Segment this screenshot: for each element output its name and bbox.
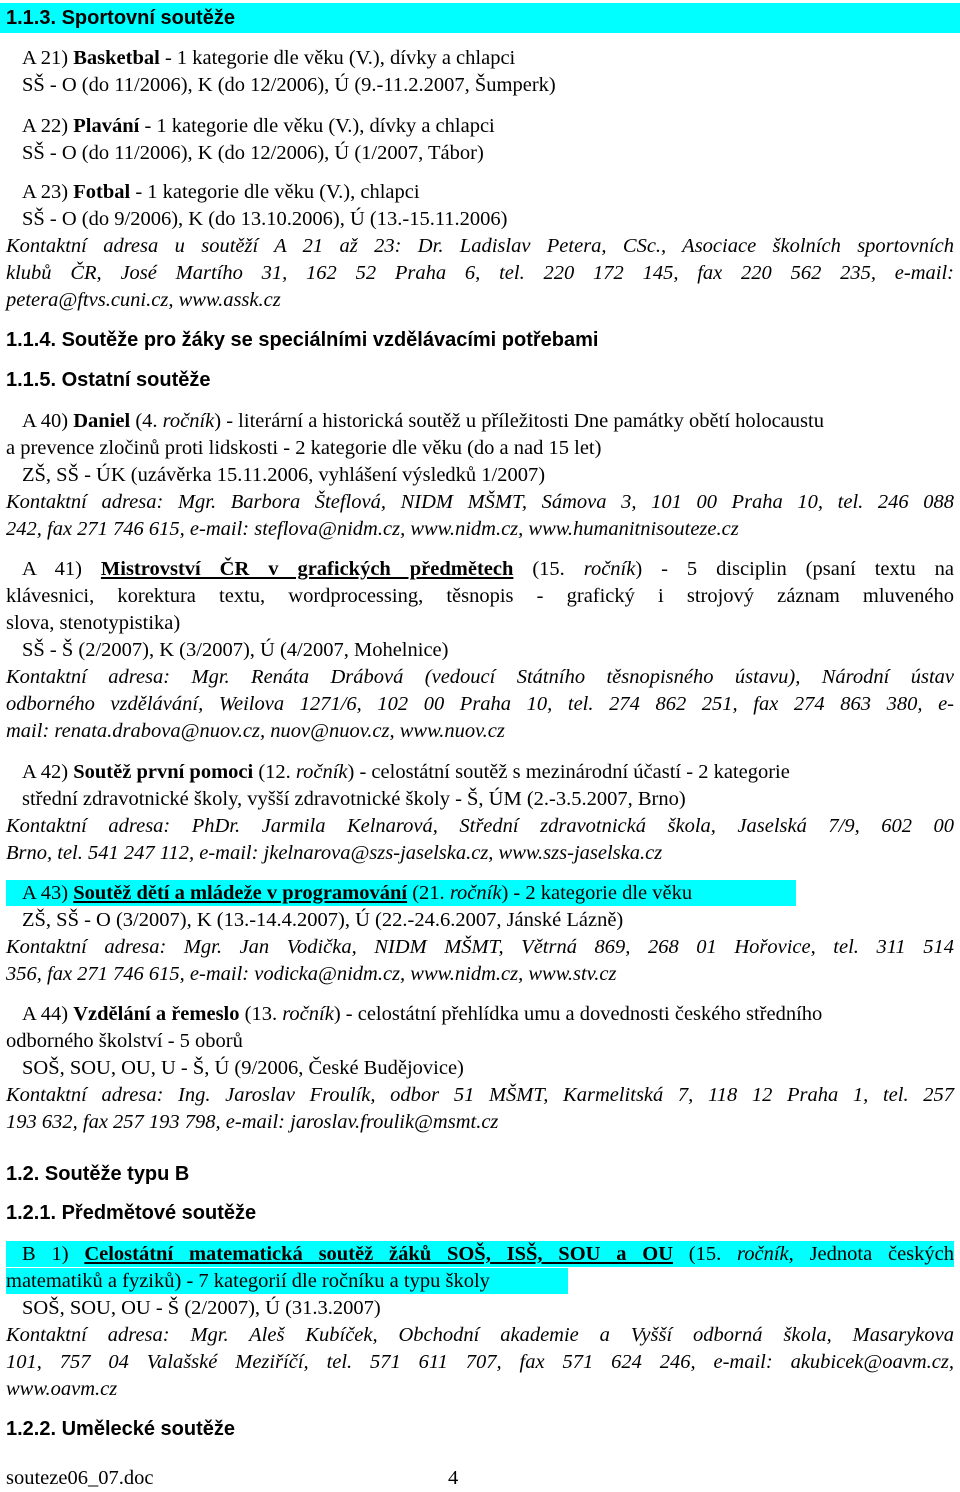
entry-b1-contact-2: 101, 757 04 Valašské Meziříčí, tel. 571 611 707, fax 571 624 246, e-mail: akubicek@oavm.cz, <box>6 1351 954 1373</box>
entry-a23-contact-2: klubů ČR, José Martího 31, 162 52 Praha 6, tel. 220 172 145, fax 220 562 235, e-mail: <box>6 262 954 284</box>
entry-a41-contact-2: odborného vzdělávání, Weilova 1271/6, 102 00 Praha 10, tel. 274 862 251, fax 274 863 380, e- <box>6 693 954 715</box>
entry-a41-contact-1: Kontaktní adresa: Mgr. Renáta Drábová (vedoucí Státního těsnopisného ústavu), Národní ústav <box>6 666 954 688</box>
section-heading-1-2-2: 1.2.2. Umělecké soutěže <box>6 1418 236 1440</box>
entry-a43-title: A 43) Soutěž dětí a mládeže v programování (21. ročník) - 2 kategorie dle věku <box>22 882 693 904</box>
entry-a44-contact-2: 193 632, fax 257 193 798, e-mail: jaroslav.froulik@msmt.cz <box>6 1111 499 1133</box>
entry-a41-line-3: slova, stenotypistika) <box>6 612 181 634</box>
entry-a41-details: SŠ - Š (2/2007), K (3/2007), Ú (4/2007, Mohelnice) <box>22 639 449 661</box>
section-heading-1-2-1: 1.2.1. Předmětové soutěže <box>6 1202 257 1224</box>
entry-a23-details: SŠ - O (do 9/2006), K (do 13.10.2006), Ú (13.-15.11.2006) <box>22 208 508 230</box>
entry-a43-contact-2: 356, fax 271 746 615, e-mail: vodicka@nidm.cz, www.nidm.cz, www.stv.cz <box>6 963 617 985</box>
section-heading-1-1-4: 1.1.4. Soutěže pro žáky se speciálními vzdělávacími potřebami <box>6 329 599 351</box>
entry-a43-details: ZŠ, SŠ - O (3/2007), K (13.-14.4.2007), Ú (22.-24.6.2007, Jánské Lázně) <box>22 909 624 931</box>
entry-b1-contact-1: Kontaktní adresa: Mgr. Aleš Kubíček, Obchodní akademie a Vyšší odborná škola, Masarykova <box>6 1324 954 1346</box>
section-heading-1-1-3: 1.1.3. Sportovní soutěže <box>6 7 235 29</box>
entry-a21-details: SŠ - O (do 11/2006), K (do 12/2006), Ú (9.-11.2.2007, Šumperk) <box>22 74 556 96</box>
entry-a44-title: A 44) Vzdělání a řemeslo (13. ročník) - celostátní přehlídka umu a dovednosti českého středního <box>22 1003 823 1025</box>
entry-a40-line-2: a prevence zločinů proti lidskosti - 2 kategorie dle věku (do a nad 15 let) <box>6 437 602 459</box>
entry-a44-line-2: odborného školství - 5 oborů <box>6 1030 243 1052</box>
entry-b1-line-2: matematiků a fyziků) - 7 kategorií dle ročníku a typu školy <box>6 1270 490 1292</box>
entry-a41-contact-3: mail: renata.drabova@nuov.cz, nuov@nuov.cz, www.nuov.cz <box>6 720 505 742</box>
entry-a41-line-2: klávesnici, korektura textu, wordprocessing, těsnopis - grafický i strojový záznam mluveného <box>6 585 954 607</box>
entry-b1-title: B 1) Celostátní matematická soutěž žáků SOŠ, ISŠ, SOU a OU (15. ročník, Jednota českých <box>22 1243 955 1265</box>
entry-a41-title: A 41) Mistrovství ČR v grafických předmětech (15. ročník) - 5 disciplin (psaní textu na <box>22 558 955 580</box>
entry-a23-title: A 23) Fotbal - 1 kategorie dle věku (V.), chlapci <box>22 181 420 203</box>
entry-a43-contact-1: Kontaktní adresa: Mgr. Jan Vodička, NIDM MŠMT, Větrná 869, 268 01 Hořovice, tel. 311 514 <box>6 936 954 958</box>
entry-a42-contact-1: Kontaktní adresa: PhDr. Jarmila Kelnarová, Střední zdravotnická škola, Jaselská 7/9, 602 00 <box>6 815 954 837</box>
entry-a21-title: A 21) Basketbal - 1 kategorie dle věku (V.), dívky a chlapci <box>22 47 516 69</box>
section-heading-1-2: 1.2. Soutěže typu B <box>6 1163 190 1185</box>
entry-a44-contact-1: Kontaktní adresa: Ing. Jaroslav Froulík, odbor 51 MŠMT, Karmelitská 7, 118 12 Praha 1, tel. 257 <box>6 1084 954 1106</box>
entry-a44-details: SOŠ, SOU, OU, U - Š, Ú (9/2006, České Budějovice) <box>22 1057 464 1079</box>
section-heading-1-1-5: 1.1.5. Ostatní soutěže <box>6 369 211 391</box>
entry-a42-title: A 42) Soutěž první pomoci (12. ročník) - celostátní soutěž s mezinárodní účastí - 2 kategorie <box>22 761 790 783</box>
entry-a22-details: SŠ - O (do 11/2006), K (do 12/2006), Ú (1/2007, Tábor) <box>22 142 484 164</box>
footer-filename: souteze06_07.doc <box>6 1467 154 1489</box>
entry-a40-contact-2: 242, fax 271 746 615, e-mail: steflova@nidm.cz, www.nidm.cz, www.humanitnisouteze.cz <box>6 518 739 540</box>
entry-b1-contact-3: www.oavm.cz <box>6 1378 118 1400</box>
entry-a22-title: A 22) Plavání - 1 kategorie dle věku (V.), dívky a chlapci <box>22 115 495 137</box>
entry-a42-details: střední zdravotnické školy, vyšší zdravotnické školy - Š, ÚM (2.-3.5.2007, Brno) <box>22 788 686 810</box>
entry-a42-contact-2: Brno, tel. 541 247 112, e-mail: jkelnarova@szs-jaselska.cz, www.szs-jaselska.cz <box>6 842 663 864</box>
entry-a23-contact-1: Kontaktní adresa u soutěží A 21 až 23: Dr. Ladislav Petera, CSc., Asociace školních sportovních <box>6 235 954 257</box>
entry-a40-contact-1: Kontaktní adresa: Mgr. Barbora Šteflová, NIDM MŠMT, Sámova 3, 101 00 Praha 10, tel. 246 088 <box>6 491 954 513</box>
entry-a40-title: A 40) Daniel (4. ročník) - literární a historická soutěž u příležitosti Dne památky obětí holocaustu <box>22 410 824 432</box>
footer-page-number: 4 <box>448 1467 459 1489</box>
entry-b1-details: SOŠ, SOU, OU - Š (2/2007), Ú (31.3.2007) <box>22 1297 381 1319</box>
entry-a23-contact-3: petera@ftvs.cuni.cz, www.assk.cz <box>6 289 281 311</box>
entry-a40-details: ZŠ, SŠ - ÚK (uzávěrka 15.11.2006, vyhlášení výsledků 1/2007) <box>22 464 546 486</box>
